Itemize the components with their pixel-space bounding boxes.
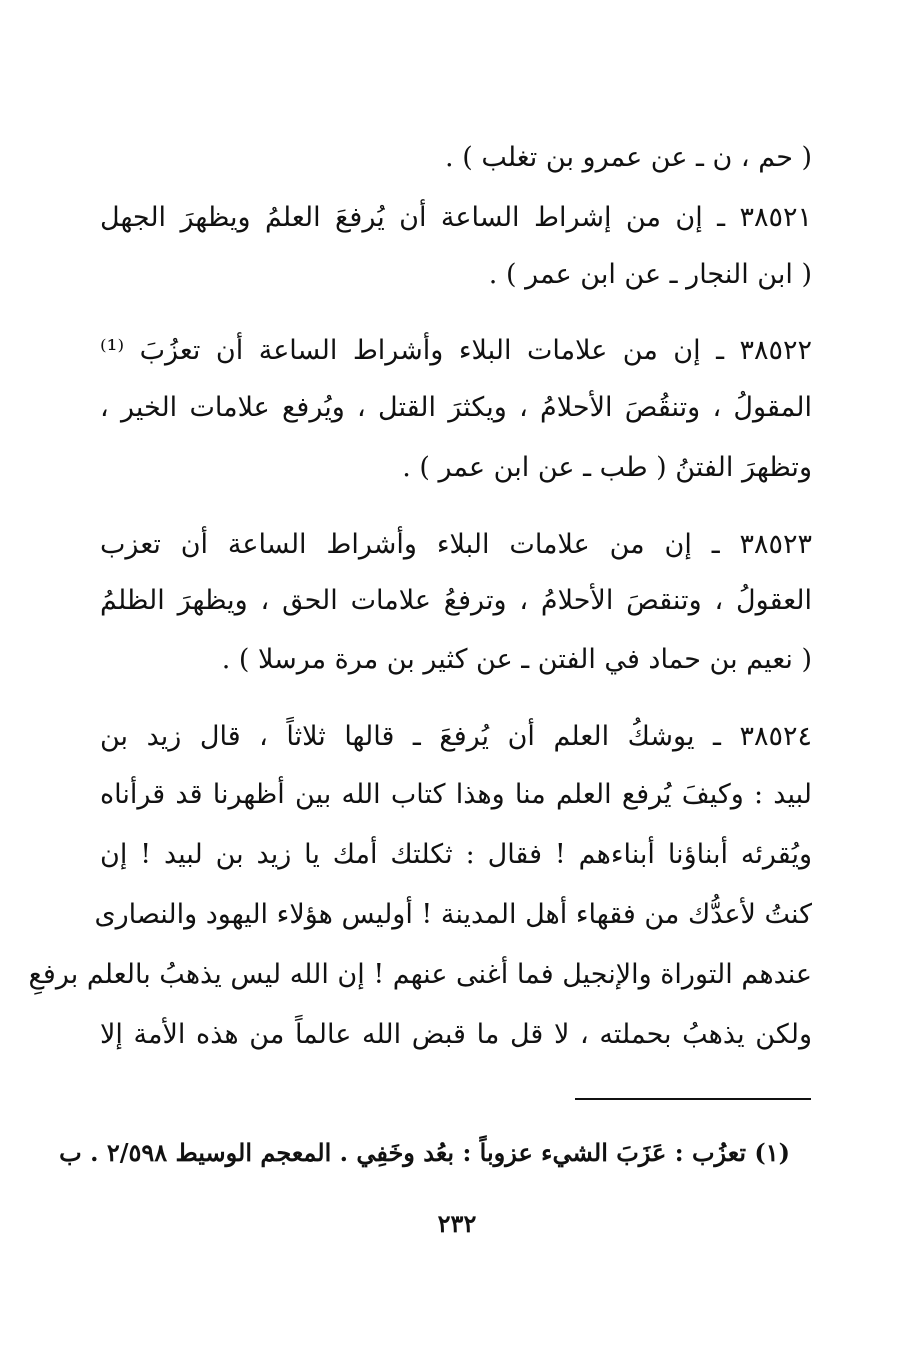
hadith-38523-line: العقولُ ، وتنقصَ الأحلامُ ، وترفعُ علامات الحق ، ويظهرَ الظلمُ — [100, 585, 812, 616]
footnote: (١) تعزُب : عَزَبَ الشيء عزوباً : بعُد وخَفِي . المعجم الوسيط ٢/٥٩٨ . ب — [59, 1138, 790, 1167]
hadith-38524-line: ويُقرئه أبناؤنا أبناءهم ! فقال : ثكلتك أمك يا زيد بن لبيد ! إن — [100, 839, 812, 870]
hadith-38521-line: ( ابن النجار ـ عن ابن عمر ) . — [488, 259, 812, 290]
hadith-38524-line: ٣٨٥٢٤ ـ يوشكُ العلم أن يُرفعَ ـ قالها ثلاثاً ، قال زيد بن — [100, 721, 812, 752]
hadith-38524-line: عندهم التوراة والإنجيل فما أغنى عنهم ! إن الله ليس يذهبُ بالعلم برفعِ — [28, 959, 812, 990]
hadith-38522-line: وتظهرَ الفتنُ ( طب ـ عن ابن عمر ) . — [402, 452, 812, 483]
footnote-divider — [575, 1098, 811, 1100]
hadith-38522-line: المقولُ ، وتنقُصَ الأحلامُ ، ويكثرَ القتل ، ويُرفع علامات الخير ، — [100, 392, 812, 423]
page-number: ٢٣٢ — [437, 1209, 477, 1238]
text-line: ( حم ، ن ـ عن عمرو بن تغلب ) . — [445, 142, 812, 173]
hadith-38524-line: كنتُ لأعدُّك من فقهاء أهل المدينة ! أوليس هؤلاء اليهود والنصارى — [94, 899, 812, 930]
hadith-38521-line: ٣٨٥٢١ ـ إن من إشراط الساعة أن يُرفعَ العلمُ ويظهرَ الجهل — [100, 202, 812, 233]
hadith-38524-line: ولكن يذهبُ بحملته ، لا قل ما قبض الله عالماً من هذه الأمة إلا — [100, 1019, 812, 1050]
hadith-38523-line: ٣٨٥٢٣ ـ إن من علامات البلاء وأشراط الساعة أن تعزب — [100, 529, 812, 560]
hadith-38524-line: لبيد : وكيفَ يُرفع العلم منا وهذا كتاب الله بين أظهرنا قد قرأناه — [100, 779, 812, 810]
hadith-38522-line: ٣٨٥٢٢ ـ إن من علامات البلاء وأشراط الساعة أن تعزُبَ ⁽¹⁾ — [100, 335, 812, 366]
hadith-38523-line: ( نعيم بن حماد في الفتن ـ عن كثير بن مرة مرسلا ) . — [221, 644, 812, 675]
